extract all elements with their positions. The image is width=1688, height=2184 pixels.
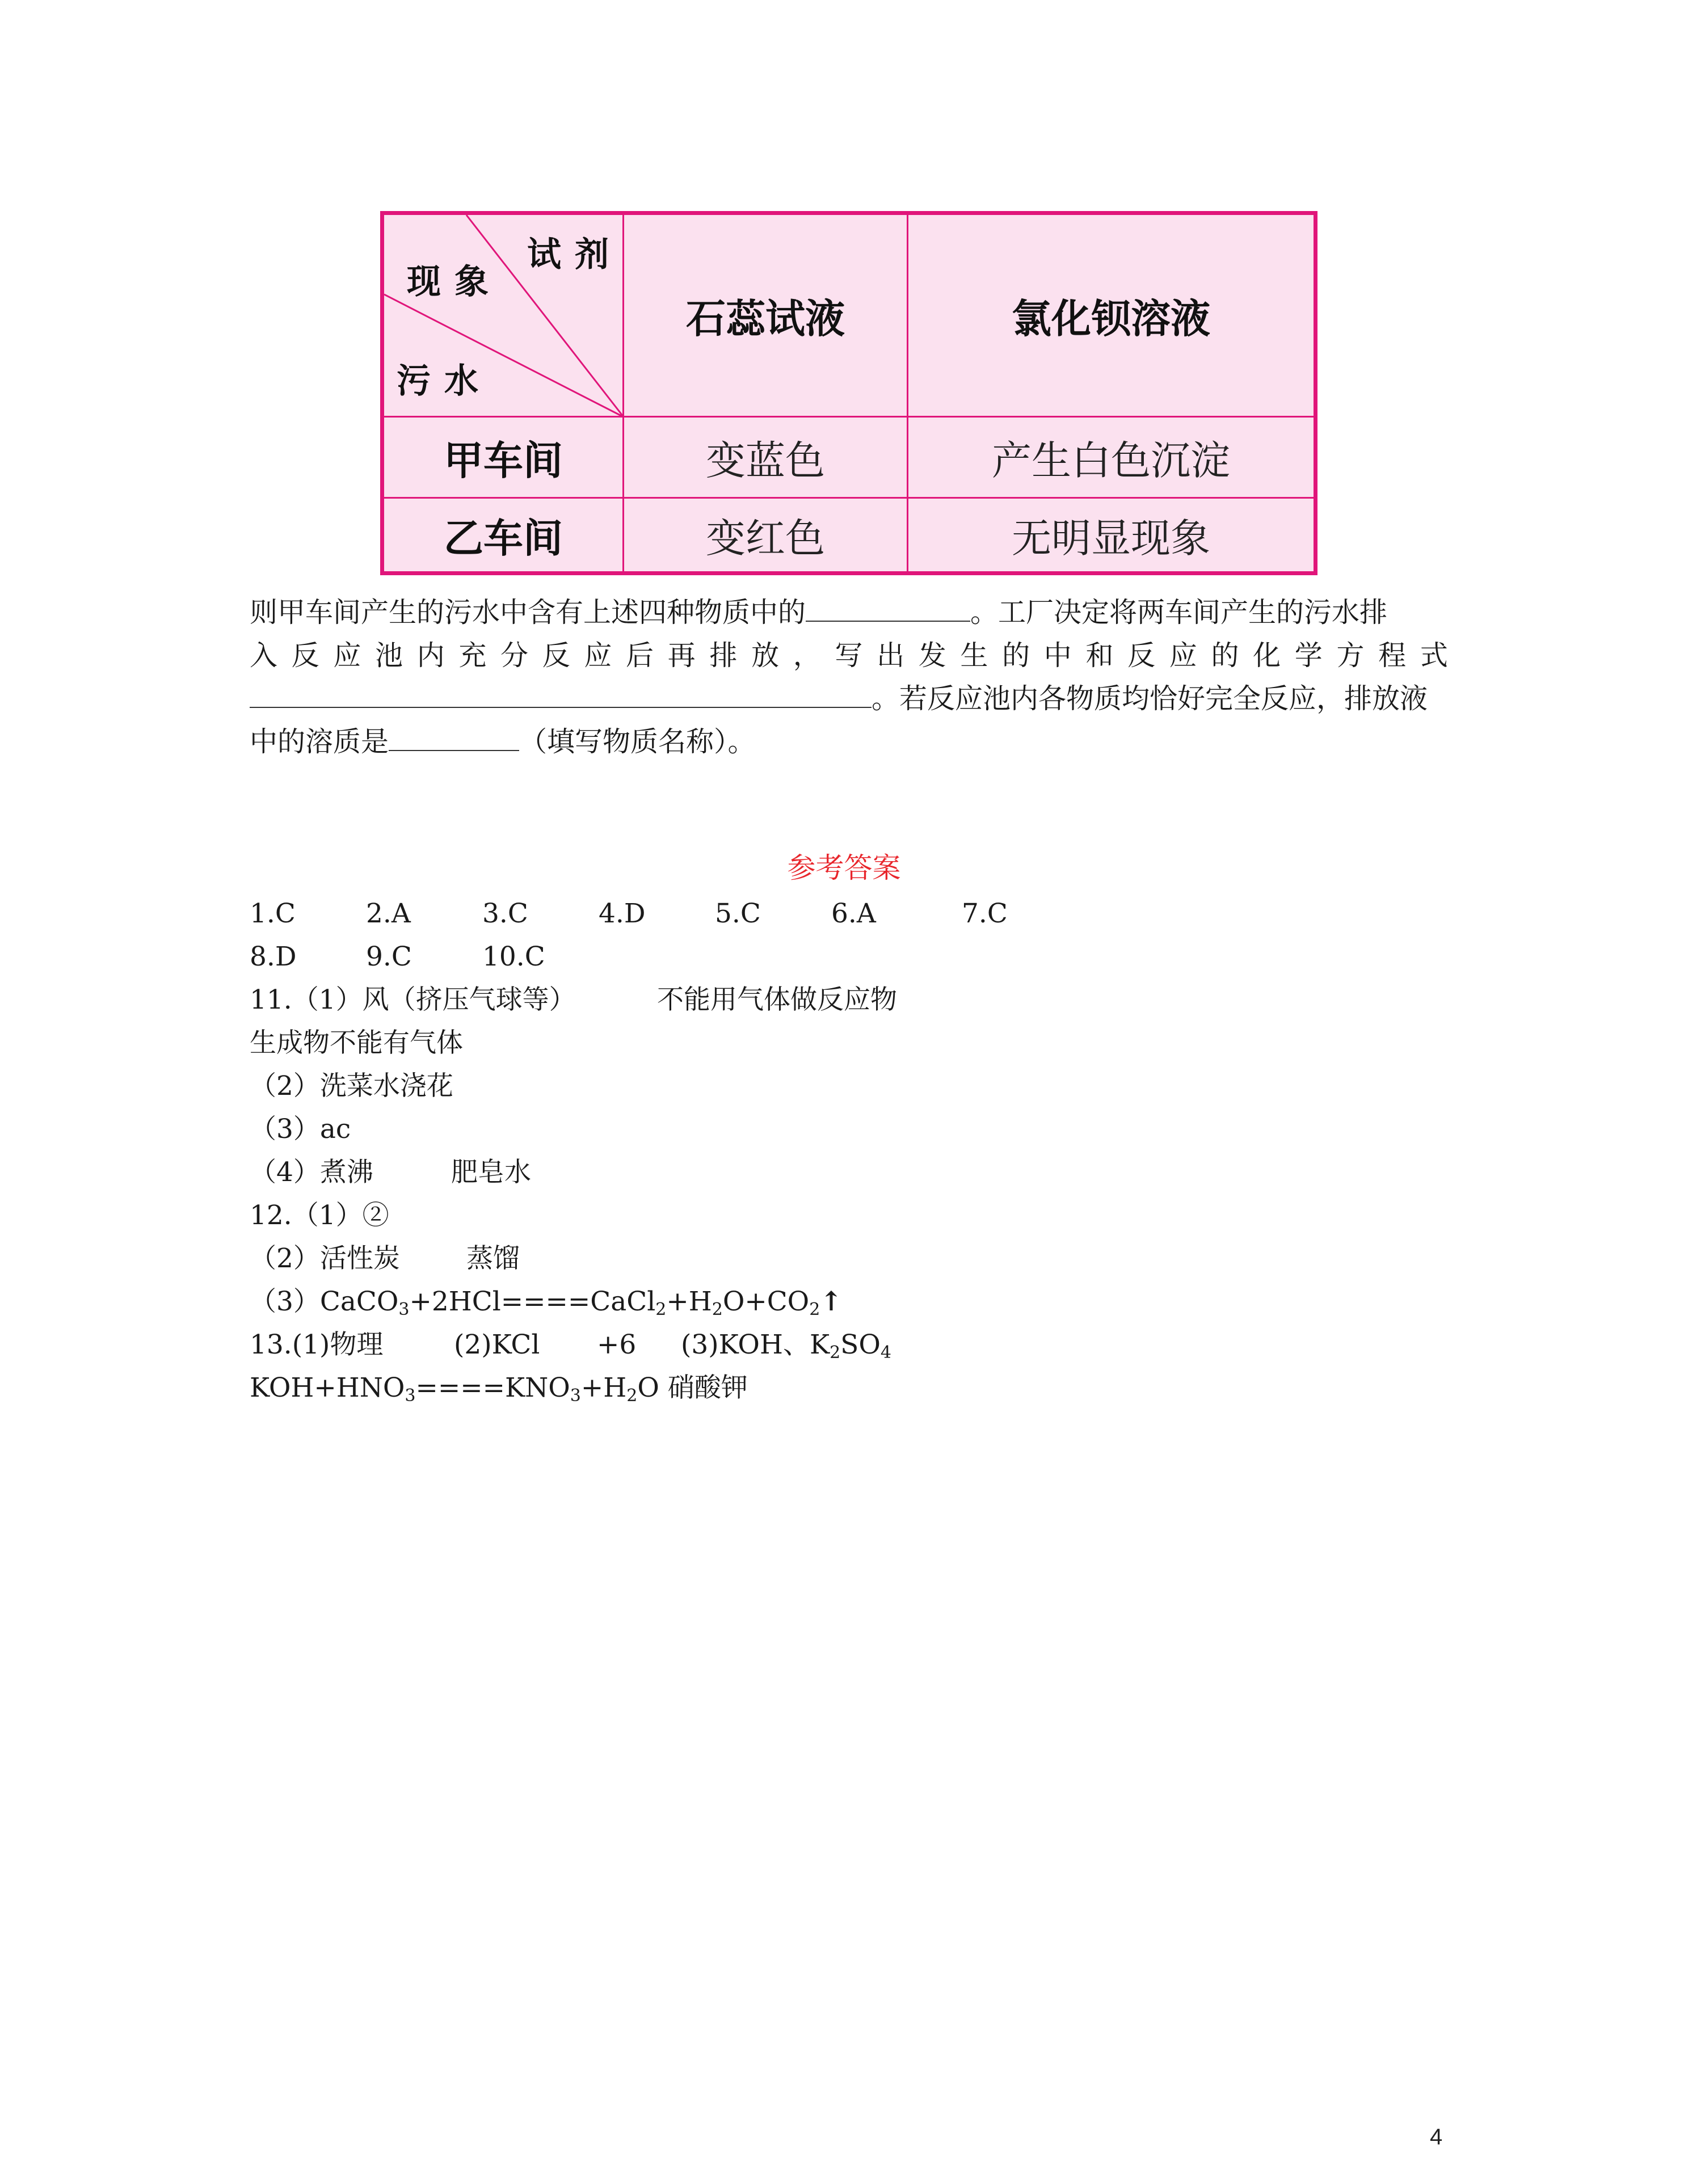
formula-part: KOH+HNO [250, 1372, 405, 1403]
cell-a-bacl2: 产生白色沉淀 [992, 437, 1230, 484]
subscript: 2 [626, 1386, 638, 1406]
question-char: 的 [1211, 639, 1239, 672]
column-header-litmus: 石蕊试液 [686, 295, 845, 342]
formula-part: ====KNO [415, 1372, 570, 1403]
answer-12-2a: （2）活性炭 [250, 1243, 400, 1274]
question-char: 化 [1253, 639, 1281, 672]
answer-item: 3.C [482, 898, 528, 929]
answer-item: 2.A [366, 898, 411, 929]
formula-part: O+CO [722, 1286, 810, 1317]
column-header-bacl2: 氯化钡溶液 [1012, 295, 1210, 342]
subscript: 4 [880, 1343, 891, 1363]
cell-a-litmus: 变蓝色 [706, 437, 825, 484]
question-text: 。若反应池内各物质均恰好完全反应，排放液 [872, 682, 1428, 715]
cell-b-bacl2: 无明显现象 [1012, 515, 1210, 562]
formula-part: SO [840, 1329, 881, 1360]
row-label-workshop-b: 乙车间 [444, 515, 563, 562]
question-char: 中 [1043, 639, 1072, 672]
question-char: 方 [1336, 639, 1365, 672]
subscript: 2 [830, 1343, 841, 1363]
formula-part: +2HCl====CaCl [409, 1286, 656, 1317]
question-line-4 [250, 720, 1448, 764]
cell-b-litmus: 变红色 [706, 515, 825, 562]
answer-13-1: 13.(1)物理 [250, 1329, 384, 1360]
answer-item: 7.C [962, 898, 1008, 929]
answer-blank [250, 677, 872, 708]
corner-phenomenon-label: 现象 [407, 262, 502, 302]
answer-11-3: （3）ac [250, 1114, 351, 1145]
reagent-result-table [380, 211, 1317, 575]
answer-13-2a: (2)KCl [454, 1329, 540, 1360]
question-char: 充 [458, 639, 487, 672]
question-char: 反 [542, 639, 570, 672]
question-char: 应 [584, 639, 612, 672]
answer-11-1 [250, 979, 576, 1022]
subscript: 3 [570, 1386, 581, 1406]
formula-part: (3)KOH、K [681, 1329, 830, 1360]
question-char: 反 [1127, 639, 1156, 672]
question-char: 的 [1002, 639, 1030, 672]
question-text: （填写物质名称）。 [519, 726, 756, 758]
question-char: 式 [1420, 639, 1448, 672]
answer-item: 1.C [250, 898, 296, 929]
subscript: 3 [398, 1300, 410, 1319]
answer-item: 8.D [250, 941, 297, 972]
answer-11-1b [657, 979, 897, 1022]
answer-item: 10.C [482, 941, 545, 972]
subscript: 2 [655, 1300, 667, 1319]
question-char: 程 [1378, 639, 1407, 672]
question-text: 则甲车间产生的污水中含有上述四种物质中的 [250, 596, 806, 629]
answer-12-1: 12.（1）② [250, 1200, 389, 1231]
question-char: 排 [709, 639, 738, 672]
answer-item: 6.A [831, 898, 876, 929]
question-char: 应 [1169, 639, 1197, 672]
subscript: 2 [712, 1300, 723, 1319]
question-char: 和 [1085, 639, 1114, 672]
subscript: 3 [405, 1386, 416, 1406]
question-text: 。工厂决定将两车间产生的污水排 [970, 596, 1388, 629]
answer-12-3-equation [250, 1280, 843, 1323]
question-char: 再 [667, 639, 696, 672]
formula-part: O 硝酸钾 [637, 1372, 748, 1403]
question-char: 写 [835, 639, 863, 672]
answer-11-2: （2）洗菜水浇花 [250, 1070, 453, 1102]
row-label-workshop-a: 甲车间 [444, 437, 563, 484]
answer-blank [806, 591, 970, 622]
question-char: 生 [960, 639, 988, 672]
corner-reagent-label: 试剂 [527, 235, 622, 275]
answer-13-2b: +6 [597, 1329, 637, 1360]
answer-13-equation [250, 1367, 748, 1410]
answer-text: 不能用气体做反应物 [657, 984, 897, 1015]
question-char: 反 [291, 639, 319, 672]
question-line-1 [250, 591, 1448, 634]
question-char: 内 [416, 639, 445, 672]
question-char: 出 [877, 639, 905, 672]
question-line-3 [250, 677, 1448, 720]
answers-row-1 [250, 892, 1044, 935]
question-char: 入 [250, 639, 278, 672]
answer-item: 9.C [366, 941, 412, 972]
question-char: 分 [500, 639, 529, 672]
answer-12-2b: 蒸馏 [466, 1243, 520, 1274]
answer-13-3 [681, 1323, 891, 1367]
answer-item: 4.D [599, 898, 646, 929]
answer-11-4a: （4）煮沸 [250, 1157, 373, 1188]
corner-sewage-label: 污水 [397, 361, 492, 401]
answer-key-title: 参考答案 [787, 851, 901, 884]
answer-blank [389, 720, 519, 751]
question-char: 放 [751, 639, 780, 672]
formula-part: +H [580, 1372, 627, 1403]
question-text: 中的溶质是 [250, 726, 389, 758]
question-char: 池 [375, 639, 403, 672]
gas-arrow-icon: ↑ [820, 1286, 843, 1317]
answer-text: 11.（1）风（挤压气球等） [250, 984, 576, 1015]
question-char: 学 [1294, 639, 1323, 672]
question-char: 发 [918, 639, 946, 672]
question-char: 应 [333, 639, 361, 672]
question-char: ， [793, 639, 821, 672]
formula-part: （3）CaCO [250, 1286, 399, 1317]
question-char: 后 [626, 639, 654, 672]
answer-11-4b: 肥皂水 [451, 1157, 531, 1188]
question-line-2 [250, 634, 1448, 677]
formula-part: +H [666, 1286, 712, 1317]
page-number: 4 [1430, 2124, 1443, 2149]
answers-row-2 [250, 935, 704, 979]
answer-item: 5.C [715, 898, 761, 929]
answer-11-1c: 生成物不能有气体 [250, 1027, 463, 1059]
subscript: 2 [809, 1300, 820, 1319]
